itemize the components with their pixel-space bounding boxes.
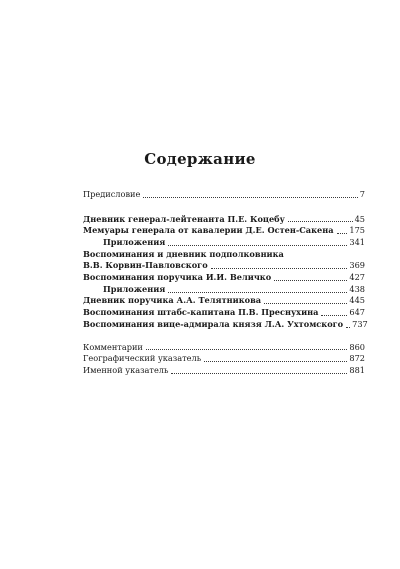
toc-entry-page: 45: [354, 213, 365, 224]
toc-entry-label: Приложения: [103, 283, 166, 294]
dot-leader: [204, 361, 347, 362]
toc-entry-label: Именной указатель: [83, 364, 169, 375]
toc-entry-page: 647: [349, 307, 365, 318]
toc-entry-osten-saken-memoirs[interactable]: [83, 225, 365, 237]
dot-leader: [264, 303, 347, 304]
toc-entry-label: Дневник поручика А.А. Телятникова: [83, 295, 262, 306]
dot-leader: [337, 233, 348, 234]
toc-entry-page: 860: [349, 341, 365, 352]
dot-leader: [146, 349, 347, 350]
dot-leader: [168, 245, 347, 246]
toc-entry-label: Географический указатель: [83, 353, 202, 364]
page-title: Содержание: [144, 150, 256, 168]
toc-entry-label: Воспоминания вице-адмирала князя Л.А. Ухтомского: [83, 318, 344, 329]
dot-leader: [211, 268, 348, 269]
toc-entry-telyatnikov-diary[interactable]: [83, 296, 365, 308]
section-gap: [83, 331, 365, 342]
toc-entry-appendices-1[interactable]: [83, 237, 365, 249]
toc-entry-page: 427: [349, 272, 365, 283]
toc-entry-page: 881: [349, 364, 365, 375]
toc-entry-page: 341: [349, 237, 365, 248]
dot-leader: [143, 197, 357, 198]
toc-entry-ukhtomsky-memoirs[interactable]: [83, 318, 368, 331]
dot-leader: [171, 373, 347, 374]
toc-entry-page: 872: [349, 353, 365, 364]
toc-entry-comments[interactable]: [83, 342, 365, 354]
toc-entry-page: 175: [349, 225, 365, 236]
toc-entry-appendices-2[interactable]: [83, 284, 365, 296]
toc-entry-page: 445: [349, 295, 365, 306]
toc-entry-label: Воспоминания и дневник подполковника: [83, 248, 284, 259]
toc-entry-kotsebu-diary[interactable]: [83, 214, 365, 226]
dot-leader: [321, 315, 347, 316]
dot-leader: [274, 280, 347, 281]
toc-entry-page: 737: [352, 318, 368, 329]
toc-entry-korvin-title-line[interactable]: [83, 249, 365, 261]
toc-entry-label: Предисловие: [83, 188, 141, 199]
toc-entry-page: 369: [349, 260, 365, 271]
toc-entry-korvin-pavlovsky[interactable]: [83, 260, 365, 272]
toc-entry-name-index[interactable]: [83, 365, 365, 377]
table-of-contents: [83, 188, 368, 377]
toc-entry-label: Воспоминания штабс-капитана П.В. Преснухина: [83, 307, 319, 318]
toc-entry-label: Мемуары генерала от кавалерии Д.Е. Остен-Сакена: [83, 225, 334, 236]
toc-entry-page: 7: [359, 188, 365, 199]
toc-entry-velichko-memoirs[interactable]: [83, 272, 365, 284]
dot-leader: [288, 221, 353, 222]
toc-entry-label: Воспоминания поручика И.И. Величко: [83, 272, 272, 283]
toc-entry-label: Дневник генерал-лейтенанта П.Е. Коцебу: [83, 213, 285, 224]
toc-entry-preface[interactable]: [83, 189, 365, 201]
dot-leader: [346, 327, 350, 328]
toc-entry-label: Приложения: [103, 237, 166, 248]
toc-entry-label: В.В. Корвин-Павловского: [83, 260, 208, 271]
toc-entry-label: Комментарии: [83, 341, 143, 352]
toc-entry-page: 438: [349, 283, 365, 294]
toc-entry-presnukhin-memoirs[interactable]: [83, 307, 365, 319]
dot-leader: [168, 292, 347, 293]
toc-entry-geographic-index[interactable]: [83, 353, 365, 365]
section-gap: [83, 201, 365, 214]
